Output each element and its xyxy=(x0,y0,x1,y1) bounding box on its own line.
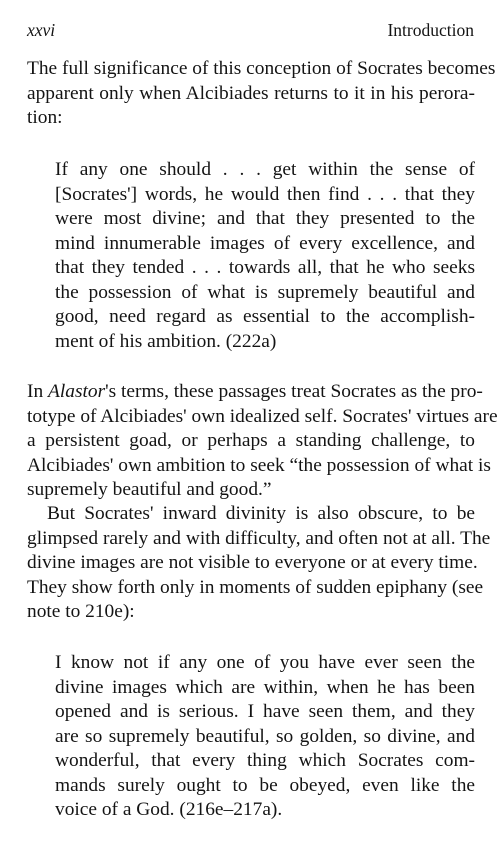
text-line: glimpsed rarely and with difficulty, and often not at all. The xyxy=(27,527,491,549)
quote-line: I know not if any one of you have ever seen the xyxy=(55,652,475,673)
lead-word: In xyxy=(27,381,49,402)
quote-line: [Socrates'] words, he would then find . . . that they xyxy=(55,183,475,205)
text-line: But Socrates' inward divinity is also obscure, to be xyxy=(47,503,475,524)
quote-line: If any one should . . . get within the sense of xyxy=(55,159,475,180)
quote-line: voice of a God. (216e–217a). xyxy=(55,799,283,820)
text-line xyxy=(27,380,483,405)
text-line: note to 210e): xyxy=(27,601,135,622)
quote-line: good, need regard as essential to the accomplish- xyxy=(55,306,475,327)
quote-line: ment of his ambition. (222a) xyxy=(55,330,277,352)
quote-line: opened and is serious. I have seen them, and they xyxy=(55,701,475,722)
block-quote-1 xyxy=(55,158,475,354)
text-line: divine images are not visible to everyone or at every time. xyxy=(27,552,478,573)
quote-line: were most divine; and that they presented to the xyxy=(55,208,475,229)
quote-line: the possession of what is supremely beautiful and xyxy=(55,281,475,303)
text-line: Alcibiades' own ambition to seek “the possession of what is xyxy=(27,454,491,476)
lead-rest: 's terms, these passages treat Socrates as the pro- xyxy=(105,381,483,402)
quote-line: mands surely ought to be obeyed, even like the xyxy=(55,774,475,796)
page-number: xxvi xyxy=(27,20,56,40)
block-quote-2 xyxy=(55,651,475,823)
text-line: They show forth only in moments of sudden epiphany (see xyxy=(27,576,484,598)
paragraph-1 xyxy=(27,57,496,131)
text-line: totype of Alcibiades' own idealized self. Socrates' virtues are xyxy=(27,405,498,427)
text-line: a persistent goad, or perhaps a standing challenge, to xyxy=(27,430,475,451)
text-line: The full significance of this conception of Socrates becomes xyxy=(27,58,496,79)
section-title: Introduction xyxy=(387,20,474,40)
quote-line: are so supremely beautiful, so golden, so divine, and xyxy=(55,725,475,747)
text-line: apparent only when Alcibiades returns to it in his perora- xyxy=(27,82,475,104)
quote-line: that they tended . . . towards all, that he who seeks xyxy=(55,257,475,278)
paragraph-2 xyxy=(27,380,498,503)
text-line: tion: xyxy=(27,107,63,128)
quote-line: divine images which are within, when he has been xyxy=(55,676,475,698)
running-head xyxy=(27,20,474,42)
italic-title: Alastor xyxy=(48,381,106,402)
quote-line: mind innumerable images of every excellence, and xyxy=(55,232,475,254)
paragraph-3 xyxy=(27,502,491,625)
text-line: supremely beautiful and good.” xyxy=(27,479,272,500)
quote-line: wonderful, that every thing which Socrates com- xyxy=(55,750,475,771)
